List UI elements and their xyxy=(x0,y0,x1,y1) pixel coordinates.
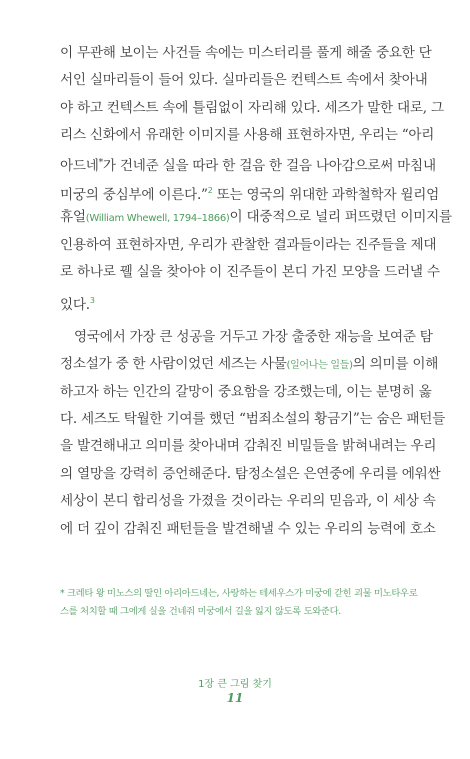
text-line: 영국에서 가장 큰 성공을 거두고 가장 출중한 재능을 보여준 탐 xyxy=(74,328,433,345)
text-line: 의 열망을 강력히 증언해준다. 탐정소설은 은연중에 우리를 에워싼 xyxy=(60,465,441,482)
text-segment: 미궁의 중심부에 이른다.” xyxy=(60,186,208,203)
text-line: 이 무관해 보이는 사건들 속에는 미스터리를 풀게 해줄 중요한 단 xyxy=(60,45,432,61)
footnote-marker: * xyxy=(98,157,103,168)
text-line: 야 하고 컨텍스트 속에 틀림없이 자리해 있다. 세즈가 말한 대로, 그 xyxy=(60,99,444,116)
text-line: 하고자 하는 인간의 갈망이 중요함을 강조했는데, 이는 분명히 옳 xyxy=(60,383,432,400)
text-line: 세상이 본디 합리성을 가졌을 것이라는 우리의 믿음과, 이 세상 속 xyxy=(60,493,436,510)
endnote-reference: 3 xyxy=(89,295,95,305)
text-line xyxy=(60,204,452,231)
body-text xyxy=(60,40,452,543)
text-line: 서인 실마리들이 들어 있다. 실마리들은 컨텍스트 속에서 찾아내 xyxy=(60,72,428,89)
endnote-reference: 2 xyxy=(207,185,213,195)
text-segment: 의 의미를 이해 xyxy=(352,356,439,373)
text-line: 다. 세즈도 탁월한 기여를 했던 “범죄소설의 황금기”는 숨은 패턴들 xyxy=(60,411,445,428)
page-number: 11 xyxy=(226,691,244,705)
running-head: 1장 큰 그림 찾기 xyxy=(198,679,272,690)
text-segment: 이 대중적으로 널리 퍼뜨렸던 이미지를 xyxy=(229,209,452,226)
text-segment: 가 건네준 실을 따라 한 걸음 한 걸음 나아감으로써 마침내 xyxy=(102,157,436,174)
text-line: 에 더 깊이 감춰진 패턴들을 발견해낼 수 있는 우리의 능력에 호소 xyxy=(60,520,436,537)
text-line xyxy=(60,150,436,177)
gloss-annotation: (일어나는 일들) xyxy=(286,360,353,372)
text-segment: 정소설가 중 한 사람이었던 세즈는 사물 xyxy=(60,356,287,373)
text-line xyxy=(60,287,417,314)
text-segment: 또는 영국의 위대한 과학철학자 윌리엄 xyxy=(212,186,440,203)
text-line: 리스 신화에서 유래한 이미지를 사용해 표현하자면, 우리는 “아리 xyxy=(60,127,435,144)
text-line xyxy=(60,351,439,378)
text-line: 을 발견해내고 의미를 찾아내며 감춰진 비밀들을 밝혀내려는 우리 xyxy=(60,438,437,455)
paragraph-gap xyxy=(60,314,417,324)
gloss-annotation: (William Whewell, 1794–1866) xyxy=(85,213,230,225)
footnote-line: * 크레타 왕 미노스의 딸인 아리아드네는, 사랑하는 테세우스가 미궁에 갇힌 괴물 미노타우로 xyxy=(60,588,418,599)
text-line: 인용하여 표현하자면, 우리가 관찰한 결과들이라는 진주들을 제대 xyxy=(60,236,437,253)
text-line: 로 하나로 꿸 실을 찾아야 이 진주들이 본디 가진 모양을 드러낼 수 xyxy=(60,264,440,281)
footnote-line: 스를 처치할 때 그에게 실을 건네줘 미궁에서 길을 잃지 않도록 도와준다. xyxy=(60,606,341,617)
footnote xyxy=(60,585,417,621)
text-segment: 아드네 xyxy=(60,157,99,174)
text-line xyxy=(60,177,440,204)
text-segment: 있다. xyxy=(60,296,90,313)
text-segment: 휴얼 xyxy=(60,209,86,226)
